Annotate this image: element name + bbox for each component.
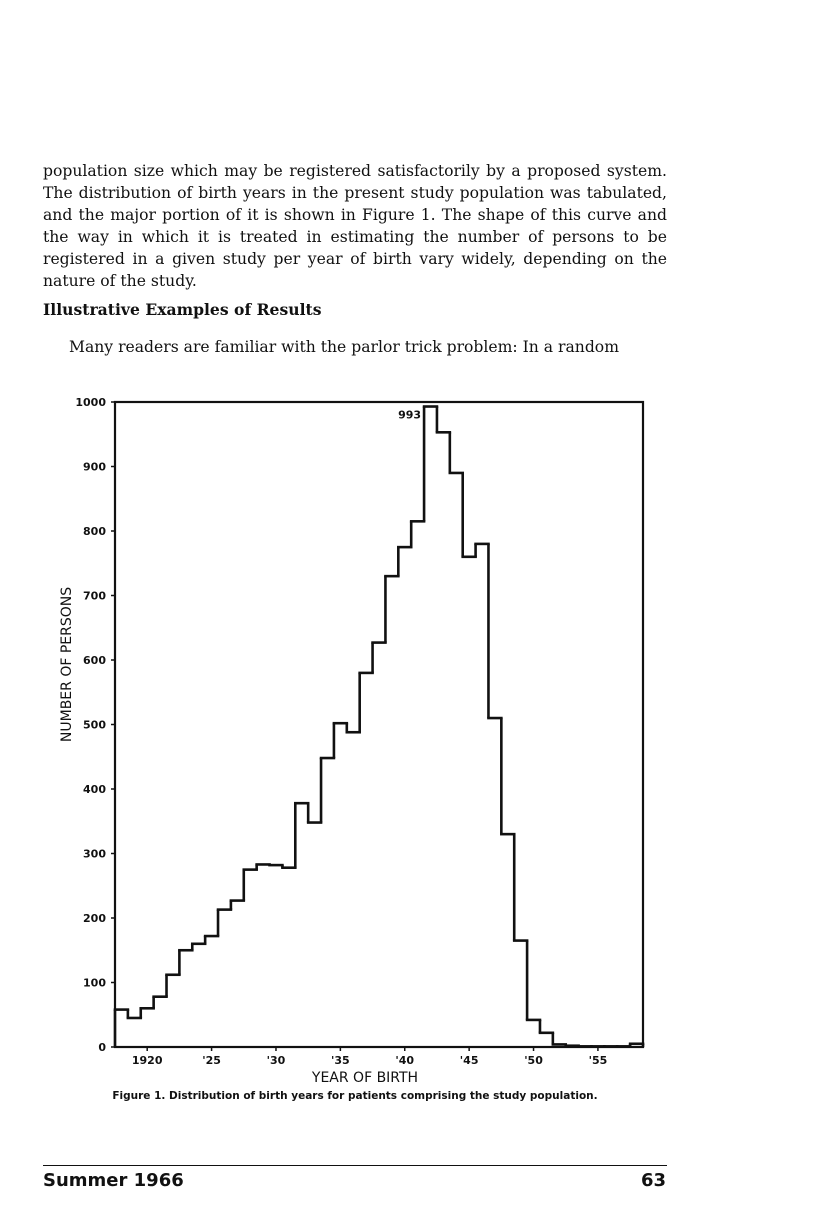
chart-axes	[115, 402, 643, 1047]
y-tick-label: 200	[83, 912, 106, 925]
figure-caption: Figure 1. Distribution of birth years for patients comprising the study population.	[112, 1090, 598, 1102]
issue-date: Summer 1966	[43, 1170, 184, 1191]
x-tick-label: '45	[459, 1054, 479, 1067]
y-tick-label: 300	[83, 847, 106, 861]
x-tick-label: '55	[588, 1054, 608, 1067]
x-tick-label: '50	[524, 1054, 543, 1067]
page-number: 63	[640, 1170, 666, 1191]
footer-rule	[43, 1165, 667, 1166]
x-tick-label: '25	[202, 1054, 221, 1067]
y-tick-label: 600	[83, 654, 106, 667]
section-heading: Illustrative Examples of Results	[43, 300, 322, 319]
y-tick-label: 100	[83, 976, 106, 990]
y-tick-label: 800	[83, 525, 106, 538]
chart-series	[115, 407, 643, 1047]
chart-labels	[59, 409, 421, 1086]
x-tick-label: '35	[331, 1054, 350, 1067]
x-tick-label: 1920	[131, 1054, 163, 1067]
y-tick-label: 900	[83, 460, 106, 474]
y-tick-label: 700	[83, 589, 106, 603]
body-paragraph-continued: Many readers are familiar with the parlor trick problem: In a random	[69, 338, 619, 356]
x-tick-label: '30	[266, 1054, 286, 1067]
plot-frame	[115, 402, 643, 1047]
y-tick-label: 500	[83, 718, 106, 732]
birth-year-histogram	[0, 380, 700, 1090]
y-tick-label: 1000	[75, 396, 106, 409]
x-tick-label: '40	[395, 1054, 415, 1067]
x-axis-title: YEAR OF BIRTH	[311, 1070, 419, 1086]
y-axis-title: NUMBER OF PERSONS	[59, 586, 75, 743]
peak-annotation: 993	[398, 408, 422, 422]
y-tick-label: 0	[98, 1041, 106, 1054]
body-paragraph: population size which may be registered satisfactorily by a proposed system. The distribution of birth years in the present study population was tabulated, and the major portion of it is shown in Figure 1. The shape of this curve and the way in which it is treated in estimating the number of persons to be registered in a given study per year of birth vary widely, depending on the nature of the study.	[43, 162, 667, 290]
y-tick-label: 400	[83, 783, 106, 796]
